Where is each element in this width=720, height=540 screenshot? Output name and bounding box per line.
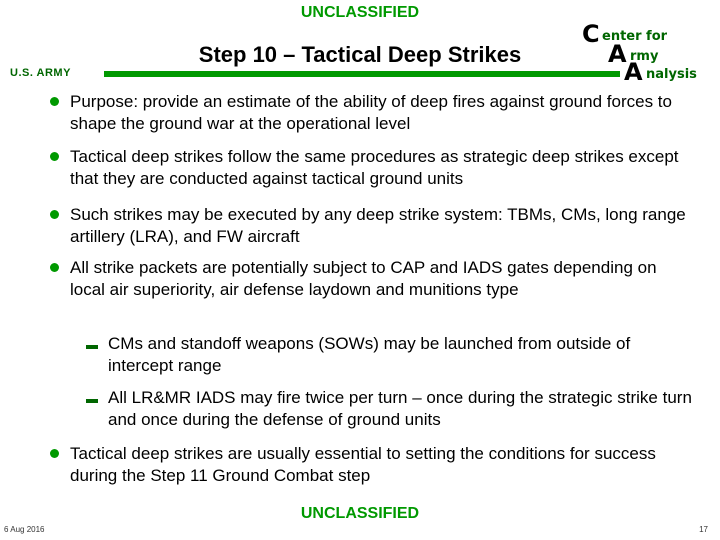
logo-text-rmy: rmy — [630, 49, 659, 64]
logo-text-enter-for: enter for — [602, 29, 668, 44]
bullet-procedures — [70, 146, 690, 189]
dash-icon — [86, 345, 98, 349]
logo-text-nalysis: nalysis — [646, 67, 697, 82]
us-army-label: U.S. ARMY — [10, 67, 71, 79]
bullet-purpose — [70, 91, 690, 134]
bullet-dot-icon — [50, 263, 59, 272]
subbullet-text: CMs and standoff weapons (SOWs) may be launched from outside of intercept range — [108, 334, 631, 375]
slide-title: Step 10 – Tactical Deep Strikes — [198, 42, 522, 67]
bullet-systems — [70, 204, 690, 247]
classification-banner-top: UNCLASSIFIED — [300, 4, 420, 21]
dash-icon — [86, 399, 98, 403]
bullet-dot-icon — [50, 210, 59, 219]
bullet-essential — [70, 443, 690, 486]
footer-date: 6 Aug 2016 — [4, 525, 45, 534]
logo-letter-c: C — [582, 20, 600, 48]
bullet-text: Purpose: provide an estimate of the ability of deep fires against ground forces to shape the ground war at the operational level — [70, 92, 672, 133]
logo-letter-a1: A — [608, 40, 627, 68]
bullet-gates — [70, 257, 690, 300]
center-for-army-analysis-logo — [578, 18, 718, 88]
bullet-text: Tactical deep strikes are usually essential to setting the conditions for success during the Step 11 Ground Combat step — [70, 444, 656, 485]
bullet-text: Tactical deep strikes follow the same procedures as strategic deep strikes except that they are conducted against tactical ground units — [70, 147, 679, 188]
bullet-text: Such strikes may be executed by any deep strike system: TBMs, CMs, long range artillery (LRA), and FW aircraft — [70, 205, 686, 246]
subbullet-standoff — [108, 333, 698, 376]
subbullet-iads — [108, 387, 698, 430]
bullet-dot-icon — [50, 97, 59, 106]
bullet-text: All strike packets are potentially subject to CAP and IADS gates depending on local air superiority, air defense laydown and munitions type — [70, 258, 657, 299]
bullet-dot-icon — [50, 449, 59, 458]
classification-banner-bottom: UNCLASSIFIED — [300, 505, 420, 522]
page-number: 17 — [699, 525, 708, 534]
bullet-dot-icon — [50, 152, 59, 161]
logo-letter-a2: A — [624, 58, 643, 86]
subbullet-text: All LR&MR IADS may fire twice per turn – once during the strategic strike turn and once during the defense of ground units — [108, 388, 692, 429]
title-rule — [104, 71, 620, 77]
